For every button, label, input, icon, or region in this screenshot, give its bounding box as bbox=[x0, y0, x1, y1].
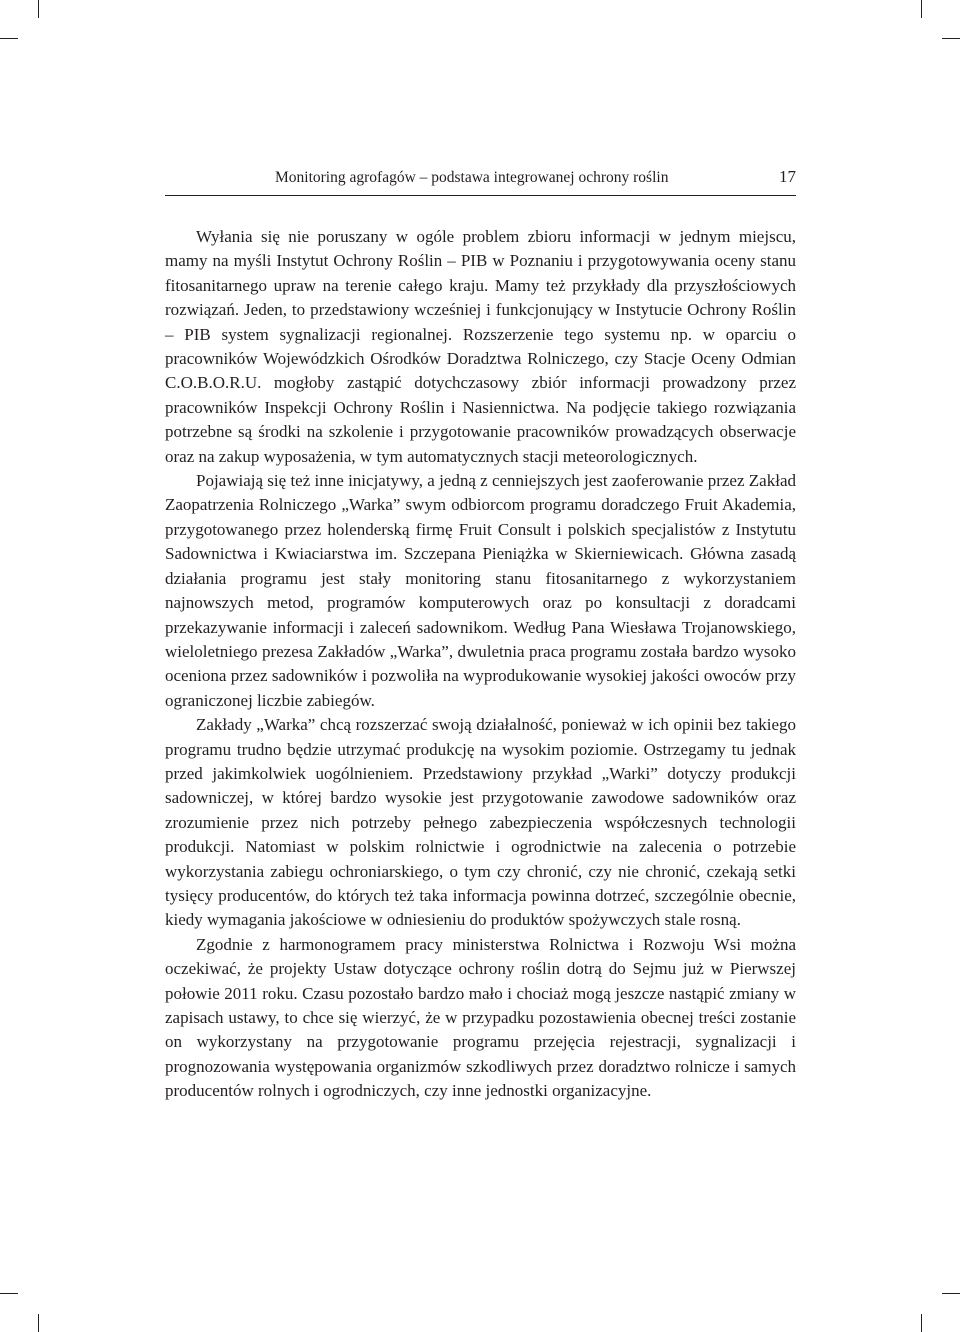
paragraph-2: Pojawiają się też inne inicjatywy, a jedną z cenniejszych jest zaoferowanie przez Zakład Zaopatrzenia Rolniczego „Warka” swym odbiorcom programu doradczego Fruit Akademia, przygotowanego przez holenderską firmę Fruit Consult i polskich specjalistów z Instytutu Sadownictwa i Kwiaciarstwa im. Szczepana Pieniążka w Skierniewicach. Główna zasadą działania programu jest stały monitoring stanu fitosanitarnego z wykorzystaniem najnowszych metod, programów komputerowych oraz po konsultacji z doradcami przekazywanie informacji i zaleceń sadownikom. Według Pana Wiesława Trojanowskiego, wieloletniego prezesa Zakładów „Warka”, dwuletnia praca programu została bardzo wysoko oceniona przez sadowników i pozwoliła na wyprodukowanie wysokiej jakości owoców przy ograniczonej liczbie zabiegów. bbox=[165, 471, 796, 710]
crop-mark-bottom-left-vertical bbox=[38, 1314, 39, 1332]
crop-mark-top-right-horizontal bbox=[942, 38, 960, 39]
running-title: Monitoring agrofagów – podstawa integrowanej ochrony roślin bbox=[275, 169, 669, 186]
page-header bbox=[165, 150, 796, 196]
crop-mark-top-left-horizontal bbox=[0, 38, 18, 39]
crop-mark-bottom-left-horizontal bbox=[0, 1293, 18, 1294]
crop-mark-bottom-right-vertical bbox=[921, 1314, 922, 1332]
body-text bbox=[165, 225, 796, 1104]
crop-mark-top-left-vertical bbox=[38, 0, 39, 18]
page-number: 17 bbox=[779, 167, 796, 186]
paragraph-1: Wyłania się nie poruszany w ogóle problem zbioru informacji w jednym miejscu, mamy na myśli Instytut Ochrony Roślin – PIB w Poznaniu i przygotowywania oceny stanu fitosanitarnego upraw na terenie całego kraju. Mamy też przykłady dla przyszłościowych rozwiązań. Jeden, to przedstawiony wcześniej i funkcjonujący w Instytucie Ochrony Roślin – PIB system sygnalizacji regionalnej. Rozszerzenie tego systemu np. w oparciu o pracowników Wojewódzkich Ośrodków Doradztwa Rolniczego, czy Stacje Oceny Odmian C.O.B.O.R.U. mogłoby zastąpić dotychczasowy zbiór informacji prowadzony przez pracowników Inspekcji Ochrony Roślin i Nasiennictwa. Na podjęcie takiego rozwiązania potrzebne są środki na szkolenie i przygotowanie pracowników prowadzących obserwacje oraz na zakup wyposażenia, w tym automatycznych stacji meteorologicznych. bbox=[165, 227, 796, 466]
crop-mark-top-right-vertical bbox=[921, 0, 922, 18]
crop-mark-bottom-right-horizontal bbox=[942, 1293, 960, 1294]
paragraph-4: Zgodnie z harmonogramem pracy ministerstwa Rolnictwa i Rozwoju Wsi można oczekiwać, że projekty Ustaw dotyczące ochrony roślin dotrą do Sejmu już w Pierwszej połowie 2011 roku. Czasu pozostało bardzo mało i chociaż mogą jeszcze nastąpić zmiany w zapisach ustawy, to chce się wierzyć, że w przypadku pozostawienia obecnej treści zostanie on wykorzystany na przygotowanie programu przejęcia rejestracji, sygnalizacji i prognozowania występowania organizmów szkodliwych przez doradztwo rolnicze i samych producentów rolnych i ogrodniczych, czy inne jednostki organizacyjne. bbox=[165, 934, 796, 1101]
paragraph-3: Zakłady „Warka” chcą rozszerzać swoją działalność, ponieważ w ich opinii bez takiego programu trudno będzie utrzymać produkcję na wysokim poziomie. Ostrzegamy tu jednak przed jakimkolwiek uogólnieniem. Przedstawiony przykład „Warki” dotyczy produkcji sadowniczej, w której bardzo wysokie jest przygotowanie zawodowe sadowników oraz zrozumienie przez nich potrzeby pełnego zabezpieczenia współczesnych technologii produkcji. Natomiast w polskim rolnictwie i ogrodnictwie na zalecenia o potrzebie wykorzystania zabiegu ochroniarskiego, o tym czy chronić, czy nie chronić, czekają setki tysięcy producentów, do których też taka informacja powinna dotrzeć, szczególnie obecnie, kiedy wymagania jakościowe w odniesieniu do produktów spożywczych stale rosną. bbox=[165, 715, 796, 930]
